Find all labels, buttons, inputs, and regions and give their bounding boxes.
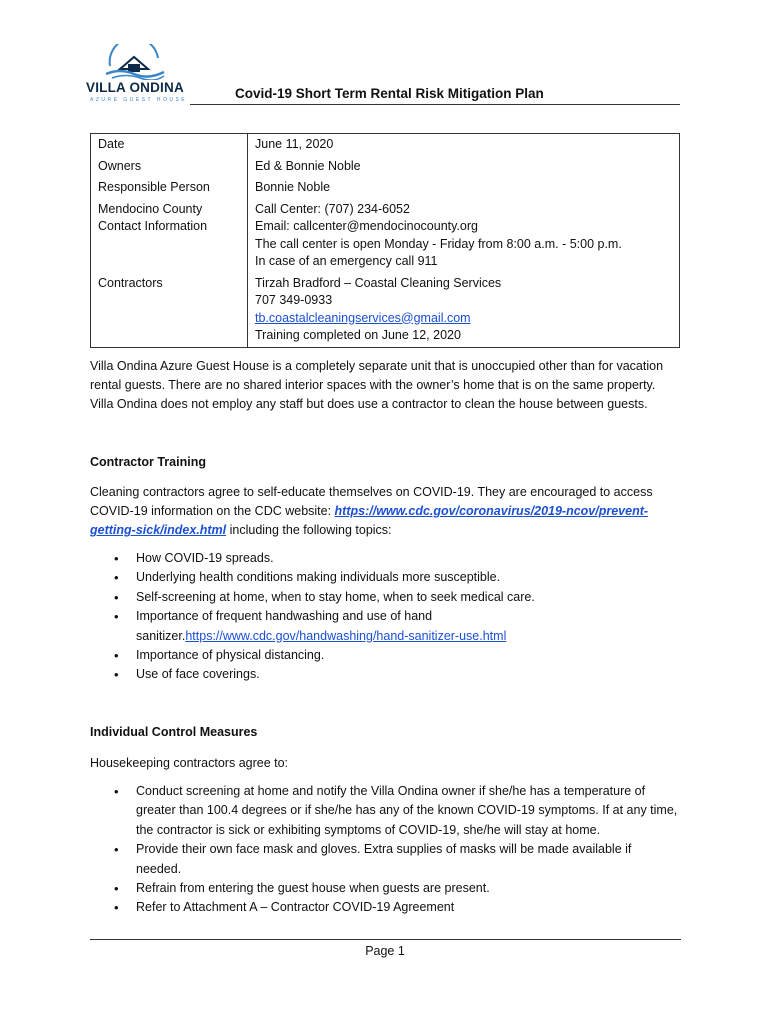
header-divider <box>190 104 680 105</box>
cdc-website-link[interactable]: https://www.cdc.gov/coronavirus/2019-ncov/prevent-getting-sick/index.html <box>90 504 649 537</box>
control-measures-heading: Individual Control Measures <box>90 725 258 739</box>
contractor-email-link[interactable]: tb.coastalcleaningservices@gmail.com <box>255 310 471 325</box>
list-item: • Provide their own face mask and gloves. Extra supplies of masks will be made available if needed. <box>90 840 680 879</box>
list-item <box>90 607 680 646</box>
county-emergency: In case of an emergency call 911 <box>255 254 438 268</box>
handwash-text: Importance of frequent handwashing and use of hand sanitizer. <box>136 609 433 643</box>
owners-value: Ed & Bonnie Noble <box>248 156 680 178</box>
table-row <box>91 273 680 348</box>
contractor-training-heading: Contractor Training <box>90 455 206 469</box>
county-hours: The call center is open Monday - Friday from 8:00 a.m. - 5:00 p.m. <box>255 236 622 251</box>
plan-info-table <box>90 133 680 348</box>
county-label-line: Contact Information <box>98 219 208 233</box>
list-item: • Refrain from entering the guest house when guests are present. <box>90 879 680 898</box>
table-row <box>91 134 680 156</box>
control-measures-list <box>90 782 680 918</box>
date-value: June 11, 2020 <box>248 134 680 156</box>
list-item: • Underlying health conditions making individuals more susceptible. <box>90 568 680 587</box>
hand-sanitizer-link[interactable]: https://www.cdc.gov/handwashing/hand-sanitizer-use.html <box>185 628 507 643</box>
table-row <box>91 177 680 199</box>
list-item: • Refer to Attachment A – Contractor COVID-19 Agreement <box>90 898 680 917</box>
table-row <box>91 156 680 178</box>
training-topics-list <box>90 549 680 685</box>
contractors-label: Contractors <box>91 273 248 348</box>
county-label <box>91 199 248 273</box>
table-row <box>91 199 680 273</box>
control-intro: Housekeeping contractors agree to: <box>90 756 289 770</box>
county-email: Email: callcenter@mendocinocounty.org <box>255 219 478 233</box>
list-item: • How COVID-19 spreads. <box>90 549 680 568</box>
contractor-info <box>248 273 680 348</box>
document-title: Covid-19 Short Term Rental Risk Mitigation Plan <box>235 86 544 101</box>
page-number: Page 1 <box>365 944 405 958</box>
county-label-line: Mendocino County <box>98 201 203 216</box>
intro-paragraph: Villa Ondina Azure Guest House is a completely separate unit that is unoccupied other than for vacation rental guests. There are no shared interior spaces with the owner’s home that is on the same property. Villa Ondina does not employ any staff but does use a contractor to clean the house between guests. <box>90 359 664 411</box>
contractor-email-line <box>255 310 672 328</box>
contractor-training: Training completed on June 12, 2020 <box>255 328 461 342</box>
training-paragraph <box>90 483 682 540</box>
county-contact-info <box>248 199 680 273</box>
list-item: • Importance of physical distancing. <box>90 646 680 665</box>
villa-ondina-logo <box>86 44 190 104</box>
logo-name: VILLA ONDINA <box>86 80 184 95</box>
list-item: • Conduct screening at home and notify the Villa Ondina owner if she/he has a temperature of greater than 100.4 degrees or if she/he has any of the known COVID-19 symptoms. If at any time, the contractor is sick or exhibiting symptoms of COVID-19, she/he will stay at home. <box>90 782 680 840</box>
owners-label: Owners <box>91 156 248 178</box>
house-wave-icon <box>104 44 166 80</box>
responsible-label: Responsible Person <box>91 177 248 199</box>
footer-divider <box>90 939 681 940</box>
contractor-name: Tirzah Bradford – Coastal Cleaning Services <box>255 275 502 290</box>
training-text-end: including the following topics: <box>226 523 392 537</box>
date-label: Date <box>91 134 248 156</box>
list-item: • Self-screening at home, when to stay home, when to seek medical care. <box>90 588 680 607</box>
logo-tagline: AZURE GUEST HOUSE <box>90 97 188 103</box>
list-item: • Use of face coverings. <box>90 665 680 684</box>
county-phone: Call Center: (707) 234-6052 <box>255 201 410 216</box>
contractor-phone: 707 349-0933 <box>255 293 333 307</box>
training-text: Cleaning contractors agree to self-educate themselves on COVID-19. They are encouraged to access COVID-19 information on the CDC website: <box>90 485 653 518</box>
responsible-value: Bonnie Noble <box>248 177 680 199</box>
